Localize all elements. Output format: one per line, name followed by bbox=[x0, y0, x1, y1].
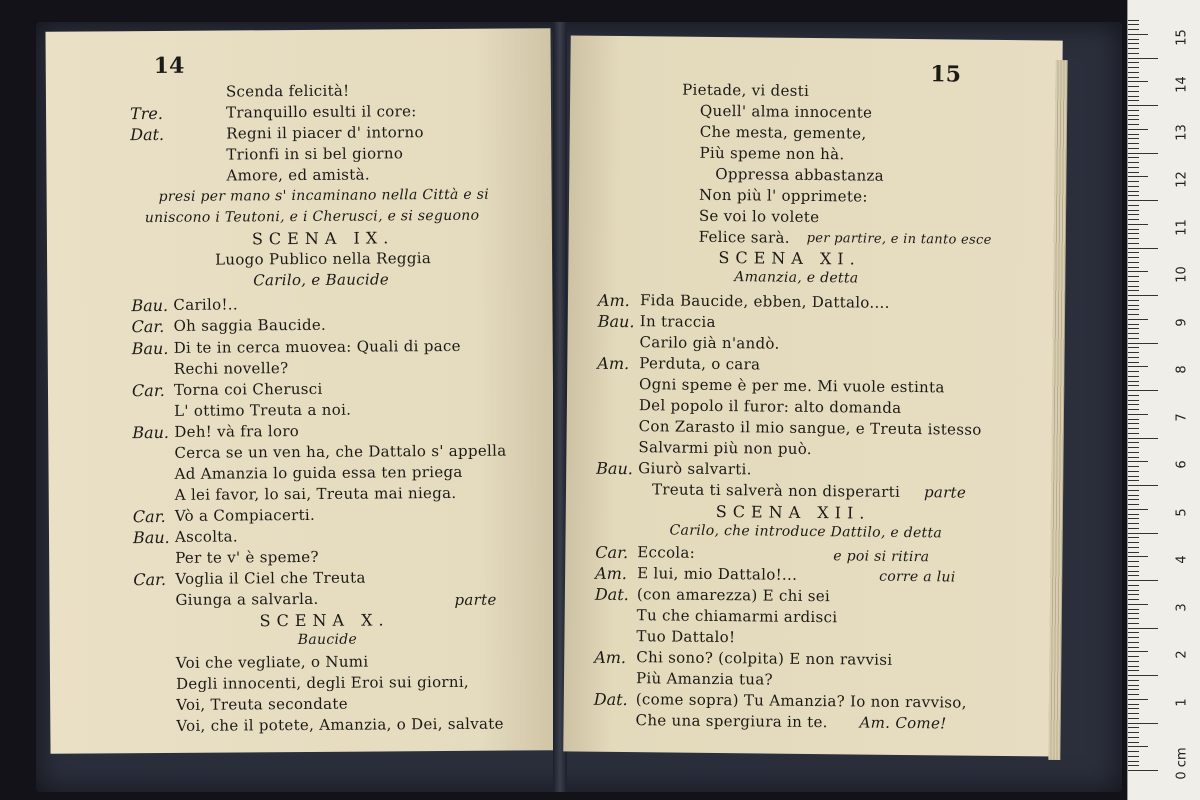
ruler-tick bbox=[1128, 656, 1139, 657]
ruler-label: 13 bbox=[1174, 123, 1190, 141]
ruler-tick bbox=[1128, 604, 1148, 605]
ruler-tick bbox=[1128, 181, 1139, 182]
ruler-tick bbox=[1128, 765, 1139, 766]
ruler-tick bbox=[1128, 119, 1139, 120]
ruler-tick bbox=[1128, 262, 1139, 263]
verse-line: Trionfi in si bel giorno bbox=[226, 144, 404, 164]
speaker-label: Car. bbox=[132, 506, 166, 527]
ruler-tick bbox=[1128, 281, 1139, 282]
ruler-tick bbox=[1128, 91, 1139, 92]
stage-direction: corre a lui bbox=[879, 568, 956, 586]
scene-location: Luogo Publico nella Reggia bbox=[215, 249, 432, 269]
ruler-tick bbox=[1128, 718, 1139, 719]
ruler-tick bbox=[1128, 613, 1139, 614]
ruler-tick bbox=[1128, 509, 1148, 510]
verse-line: Più Amanzia tua? bbox=[635, 669, 773, 689]
verse-line: Salvarmi più non può. bbox=[638, 438, 812, 458]
ruler-tick bbox=[1128, 404, 1139, 405]
ruler-tick bbox=[1128, 100, 1139, 101]
ruler-tick bbox=[1128, 271, 1148, 272]
ruler-tick bbox=[1128, 618, 1139, 619]
ruler-tick bbox=[1128, 229, 1139, 230]
ruler-tick bbox=[1128, 48, 1139, 49]
ruler-tick bbox=[1128, 661, 1139, 662]
ruler-tick bbox=[1128, 29, 1139, 30]
verse-line: Quell' alma innocente bbox=[699, 101, 873, 122]
ruler-tick bbox=[1128, 72, 1139, 73]
verse-line: Rechi novelle? bbox=[173, 359, 289, 378]
ruler-tick bbox=[1128, 62, 1139, 63]
ruler-tick bbox=[1128, 81, 1148, 82]
ruler-tick bbox=[1128, 400, 1139, 401]
verse-line: Degli innocenti, degli Eroi sui giorni, bbox=[175, 672, 470, 693]
verse-line: Felice sarà. bbox=[698, 227, 790, 247]
ruler-tick bbox=[1128, 191, 1139, 192]
stage-direction: e poi si ritira bbox=[833, 548, 930, 566]
ruler-tick bbox=[1128, 176, 1148, 177]
ruler-label: 2 bbox=[1174, 650, 1190, 659]
ruler-tick bbox=[1128, 67, 1139, 68]
ruler-label: 15 bbox=[1174, 28, 1190, 46]
ruler-tick bbox=[1128, 423, 1139, 424]
verse-line: Del popolo il furor: alto domanda bbox=[638, 396, 902, 417]
speaker-label: Bau. bbox=[596, 458, 634, 479]
ruler-tick bbox=[1128, 343, 1158, 344]
ruler-tick bbox=[1128, 585, 1139, 586]
ruler-tick bbox=[1128, 594, 1139, 595]
ruler-tick bbox=[1128, 694, 1139, 695]
speaker-label: Dat. bbox=[593, 689, 628, 710]
verse-line: Ascolta. bbox=[174, 527, 238, 546]
verse-line: Giunga a salvarla. bbox=[175, 589, 319, 609]
speaker-label: Bau. bbox=[131, 338, 169, 359]
scene-characters: Carilo, e Baucide bbox=[253, 270, 390, 290]
ruler-tick bbox=[1128, 547, 1139, 548]
scene-characters: Baucide bbox=[297, 631, 358, 649]
ruler-tick bbox=[1128, 723, 1158, 724]
ruler-tick bbox=[1128, 195, 1139, 196]
ruler-label: 4 bbox=[1174, 555, 1190, 564]
ruler-tick bbox=[1128, 609, 1139, 610]
stage-direction: parte bbox=[923, 483, 967, 502]
ruler-label: 8 bbox=[1174, 365, 1190, 374]
verse-line: Deh! và fra loro bbox=[174, 422, 300, 441]
stage-direction: presi per mano s' incaminano nella Città e si bbox=[158, 186, 490, 205]
ruler-tick bbox=[1128, 476, 1139, 477]
ruler-tick bbox=[1128, 761, 1139, 762]
ruler-tick bbox=[1128, 704, 1139, 705]
ruler-tick bbox=[1128, 267, 1139, 268]
verse-line: Vò a Compiacerti. bbox=[174, 505, 316, 525]
ruler-tick bbox=[1128, 366, 1148, 367]
ruler-tick bbox=[1128, 518, 1139, 519]
stage-direction: uniscono i Teutoni, e i Cherusci, e si seguono bbox=[144, 207, 480, 227]
ruler-tick bbox=[1128, 286, 1139, 287]
verse-line: Non più l' opprimete: bbox=[699, 185, 868, 206]
ruler-tick bbox=[1128, 561, 1139, 562]
ruler-tick bbox=[1128, 571, 1139, 572]
verse-line: A lei favor, lo sai, Treuta mai niega. bbox=[174, 483, 457, 504]
speaker-label: Car. bbox=[133, 569, 167, 590]
verse-line: Chi sono? (colpita) E non ravvisi bbox=[636, 648, 893, 669]
verse-line: Voi, che il potete, Amanzia, o Dei, salvate bbox=[176, 714, 504, 735]
ruler-tick bbox=[1128, 385, 1139, 386]
ruler-tick bbox=[1128, 713, 1139, 714]
ruler-tick bbox=[1128, 651, 1148, 652]
verse-line: Tu che chiamarmi ardisci bbox=[636, 606, 838, 627]
speaker-label: Bau. bbox=[131, 295, 169, 316]
speaker-label: Dat. bbox=[130, 124, 165, 145]
verse-line: Carilo!.. bbox=[173, 295, 238, 314]
ruler-tick bbox=[1128, 414, 1148, 415]
ruler-tick bbox=[1128, 666, 1139, 667]
verse-line: (con amarezza) E chi sei bbox=[636, 585, 831, 606]
verse-line: Ad Amanzia lo guida essa ten priega bbox=[174, 462, 463, 483]
verse-line: Giurò salvarti. bbox=[638, 459, 752, 479]
stage-direction: parte bbox=[454, 590, 497, 609]
ruler-tick bbox=[1128, 556, 1148, 557]
verse-line: L' ottimo Treuta a noi. bbox=[174, 400, 352, 420]
ruler-tick bbox=[1128, 442, 1139, 443]
ruler-tick bbox=[1128, 172, 1139, 173]
ruler-label: 3 bbox=[1174, 602, 1190, 612]
verse-line: Tuo Dattalo! bbox=[636, 627, 736, 647]
ruler-tick bbox=[1128, 433, 1139, 434]
ruler-tick bbox=[1128, 637, 1139, 638]
verse-line: Per te v' è speme? bbox=[175, 547, 319, 567]
ruler-label: 1 bbox=[1174, 697, 1190, 707]
ruler-tick bbox=[1128, 523, 1139, 524]
ruler-tick bbox=[1128, 319, 1148, 320]
speaker-label: Car. bbox=[595, 542, 629, 563]
ruler-tick bbox=[1128, 34, 1148, 35]
ruler-tick bbox=[1128, 708, 1139, 709]
verse-line: Torna coi Cherusci bbox=[173, 379, 323, 399]
ruler-tick bbox=[1128, 248, 1158, 249]
speaker-label: Bau. bbox=[132, 527, 170, 548]
ruler-tick bbox=[1128, 452, 1139, 453]
ruler-tick bbox=[1128, 115, 1139, 116]
ruler-tick bbox=[1128, 39, 1139, 40]
verse-line: In traccia bbox=[639, 312, 716, 331]
ruler-tick bbox=[1128, 58, 1158, 59]
page-number: 15 bbox=[930, 61, 962, 88]
ruler-tick bbox=[1128, 390, 1158, 391]
ruler-tick bbox=[1128, 309, 1139, 310]
speaker-label: Dat. bbox=[594, 584, 629, 605]
ruler-tick bbox=[1128, 276, 1139, 277]
ruler-tick bbox=[1128, 138, 1139, 139]
verse-line: Voi, Treuta secondate bbox=[176, 694, 348, 714]
ruler-tick bbox=[1128, 162, 1139, 163]
ruler-tick bbox=[1128, 670, 1139, 671]
verse-line: Che una spergiura in te. bbox=[635, 711, 828, 732]
ruler-tick bbox=[1128, 537, 1139, 538]
scene-characters: Amanzia, e detta bbox=[734, 269, 859, 287]
ruler-tick bbox=[1128, 357, 1139, 358]
ruler-tick bbox=[1128, 214, 1139, 215]
ruler-tick bbox=[1128, 447, 1139, 448]
ruler-tick bbox=[1128, 689, 1139, 690]
speaker-label: Am. bbox=[594, 647, 627, 668]
ruler-tick bbox=[1128, 186, 1139, 187]
ruler-tick bbox=[1128, 727, 1139, 728]
ruler-tick bbox=[1128, 395, 1139, 396]
ruler-label: 5 bbox=[1174, 507, 1190, 517]
verse-line: Treuta ti salverà non disperarti bbox=[651, 480, 901, 501]
verse-line: Carilo già n'andò. bbox=[639, 333, 780, 353]
ruler-tick bbox=[1128, 20, 1139, 21]
ruler-tick bbox=[1128, 770, 1158, 771]
ruler-tick bbox=[1128, 675, 1158, 676]
ruler-tick bbox=[1128, 157, 1139, 158]
speaker-label: Am. bbox=[597, 353, 630, 374]
verse-line: Regni il piacer d' intorno bbox=[226, 123, 424, 143]
ruler-tick bbox=[1128, 124, 1139, 125]
ruler-tick bbox=[1128, 428, 1139, 429]
speaker-label: Am. bbox=[595, 563, 628, 584]
ruler-tick bbox=[1128, 134, 1139, 135]
verse-line: Voi che vegliate, o Numi bbox=[175, 652, 369, 672]
speaker-label: Am. bbox=[597, 290, 630, 311]
ruler-tick bbox=[1128, 580, 1158, 581]
ruler-tick bbox=[1128, 238, 1139, 239]
verse-line: Con Zarasto il mio sangue, e Treuta istesso bbox=[638, 417, 982, 439]
verse-line: Oppressa abbastanza bbox=[715, 164, 885, 185]
ruler-tick bbox=[1128, 129, 1148, 130]
ruler-label: 9 bbox=[1174, 317, 1190, 327]
ruler-tick bbox=[1128, 742, 1139, 743]
verse-line: Voglia il Ciel che Treuta bbox=[175, 568, 366, 588]
ruler-tick bbox=[1128, 466, 1139, 467]
verse-line: Tranquillo esulti il core: bbox=[225, 102, 417, 122]
ruler-tick bbox=[1128, 110, 1139, 111]
ruler-tick bbox=[1128, 338, 1139, 339]
ruler-tick bbox=[1128, 295, 1158, 296]
ruler-tick bbox=[1128, 732, 1139, 733]
speaker-label: Bau. bbox=[132, 422, 170, 443]
ruler-tick bbox=[1128, 290, 1139, 291]
ruler-tick bbox=[1128, 53, 1139, 54]
scene-heading: SCENA XII. bbox=[715, 501, 871, 523]
ruler-tick bbox=[1128, 148, 1139, 149]
ruler-tick bbox=[1128, 205, 1139, 206]
ruler-tick bbox=[1128, 24, 1139, 25]
ruler-tick bbox=[1128, 243, 1139, 244]
ruler-tick bbox=[1128, 642, 1139, 643]
ruler-label: 6 bbox=[1174, 460, 1190, 469]
ruler-tick bbox=[1128, 314, 1139, 315]
speaker-inline: Am. Come! bbox=[859, 713, 947, 733]
left-page bbox=[45, 28, 555, 754]
ruler-tick bbox=[1128, 699, 1148, 700]
ruler-tick bbox=[1128, 647, 1139, 648]
scene-heading: SCENA IX. bbox=[251, 228, 395, 249]
verse-line: Eccola: bbox=[637, 543, 696, 562]
ruler-label: 10 bbox=[1174, 266, 1190, 283]
verse-line: Più speme non hà. bbox=[699, 143, 845, 164]
ruler-tick bbox=[1128, 490, 1139, 491]
right-page bbox=[563, 35, 1062, 756]
ruler-tick bbox=[1128, 371, 1139, 372]
verse-line: Ogni speme è per me. Mi vuole estinta bbox=[639, 375, 945, 397]
verse-line: Amore, ed amistà. bbox=[226, 165, 370, 185]
speaker-label: Car. bbox=[131, 316, 165, 337]
ruler-tick bbox=[1128, 376, 1139, 377]
ruler-tick bbox=[1128, 210, 1139, 211]
measuring-ruler bbox=[1127, 0, 1200, 800]
ruler-tick bbox=[1128, 542, 1139, 543]
ruler-tick bbox=[1128, 43, 1139, 44]
ruler-tick bbox=[1128, 352, 1139, 353]
scene-heading: SCENA X. bbox=[259, 610, 390, 631]
ruler-tick bbox=[1128, 751, 1139, 752]
ruler-tick bbox=[1128, 409, 1139, 410]
ruler-tick bbox=[1128, 300, 1139, 301]
ruler-tick bbox=[1128, 680, 1139, 681]
ruler-label: 11 bbox=[1174, 218, 1190, 236]
ruler-tick bbox=[1128, 685, 1139, 686]
ruler-tick bbox=[1128, 105, 1158, 106]
ruler-tick bbox=[1128, 514, 1139, 515]
ruler-tick bbox=[1128, 499, 1139, 500]
ruler-tick bbox=[1128, 219, 1139, 220]
verse-line: Che mesta, gemente, bbox=[699, 122, 867, 143]
ruler-tick bbox=[1128, 457, 1139, 458]
stage-direction: per partire, e in tanto esce bbox=[806, 230, 992, 248]
scene-heading: SCENA XI. bbox=[718, 248, 861, 269]
ruler-tick bbox=[1128, 590, 1139, 591]
ruler-tick bbox=[1128, 495, 1139, 496]
ruler-tick bbox=[1128, 257, 1139, 258]
speaker-label: Car. bbox=[131, 380, 165, 401]
ruler-tick bbox=[1128, 461, 1148, 462]
ruler-tick bbox=[1128, 143, 1139, 144]
scene-characters: Carilo, che introduce Dattilo, e detta bbox=[669, 522, 943, 542]
verse-line: Di te in cerca muovea: Quali di pace bbox=[173, 336, 461, 357]
ruler-tick bbox=[1128, 552, 1139, 553]
page-number: 14 bbox=[153, 52, 185, 80]
verse-line: Cerca se un ven ha, che Dattalo s' appella bbox=[174, 441, 507, 462]
ruler-tick bbox=[1128, 305, 1139, 306]
ruler-tick bbox=[1128, 599, 1139, 600]
ruler-tick bbox=[1128, 153, 1158, 154]
ruler-tick bbox=[1128, 252, 1139, 253]
ruler-tick bbox=[1128, 737, 1139, 738]
verse-line: Se voi lo volete bbox=[698, 206, 820, 227]
verse-line: E lui, mio Dattalo!... bbox=[637, 564, 798, 584]
ruler-tick bbox=[1128, 480, 1139, 481]
ruler-tick bbox=[1128, 438, 1158, 439]
ruler-tick bbox=[1128, 324, 1139, 325]
ruler-tick bbox=[1128, 77, 1139, 78]
ruler-label: 0 cm bbox=[1174, 747, 1190, 780]
ruler-tick bbox=[1128, 756, 1139, 757]
ruler-tick bbox=[1128, 504, 1139, 505]
ruler-label: 14 bbox=[1174, 76, 1190, 93]
verse-line: Oh saggia Baucide. bbox=[173, 315, 327, 335]
ruler-tick bbox=[1128, 623, 1139, 624]
ruler-tick bbox=[1128, 632, 1139, 633]
ruler-tick bbox=[1128, 328, 1139, 329]
ruler-tick bbox=[1128, 746, 1148, 747]
speaker-label: Bau. bbox=[597, 311, 635, 332]
ruler-tick bbox=[1128, 167, 1139, 168]
ruler-tick bbox=[1128, 333, 1139, 334]
ruler-label: 7 bbox=[1174, 412, 1190, 422]
ruler-tick bbox=[1128, 419, 1139, 420]
verse-line: Perduta, o cara bbox=[639, 354, 761, 374]
ruler-tick bbox=[1128, 362, 1139, 363]
speaker-label: Tre. bbox=[129, 103, 164, 124]
ruler-tick bbox=[1128, 233, 1139, 234]
ruler-tick bbox=[1128, 471, 1139, 472]
ruler-tick bbox=[1128, 628, 1158, 629]
ruler-tick bbox=[1128, 528, 1139, 529]
verse-line: Pietade, vi desti bbox=[682, 80, 810, 100]
verse-line: Scenda felicità! bbox=[225, 81, 350, 101]
verse-line: Fida Baucide, ebben, Dattalo.... bbox=[639, 291, 890, 312]
ruler-tick bbox=[1128, 96, 1139, 97]
ruler-tick bbox=[1128, 224, 1148, 225]
ruler-tick bbox=[1128, 566, 1139, 567]
verse-line: (come sopra) Tu Amanzia? Io non ravviso, bbox=[635, 690, 967, 712]
ruler-tick bbox=[1128, 485, 1158, 486]
ruler-tick bbox=[1128, 533, 1158, 534]
ruler-tick bbox=[1128, 381, 1139, 382]
ruler-tick bbox=[1128, 86, 1139, 87]
ruler-tick bbox=[1128, 575, 1139, 576]
ruler-label: 12 bbox=[1174, 171, 1190, 188]
ruler-tick bbox=[1128, 200, 1158, 201]
ruler-tick bbox=[1128, 347, 1139, 348]
